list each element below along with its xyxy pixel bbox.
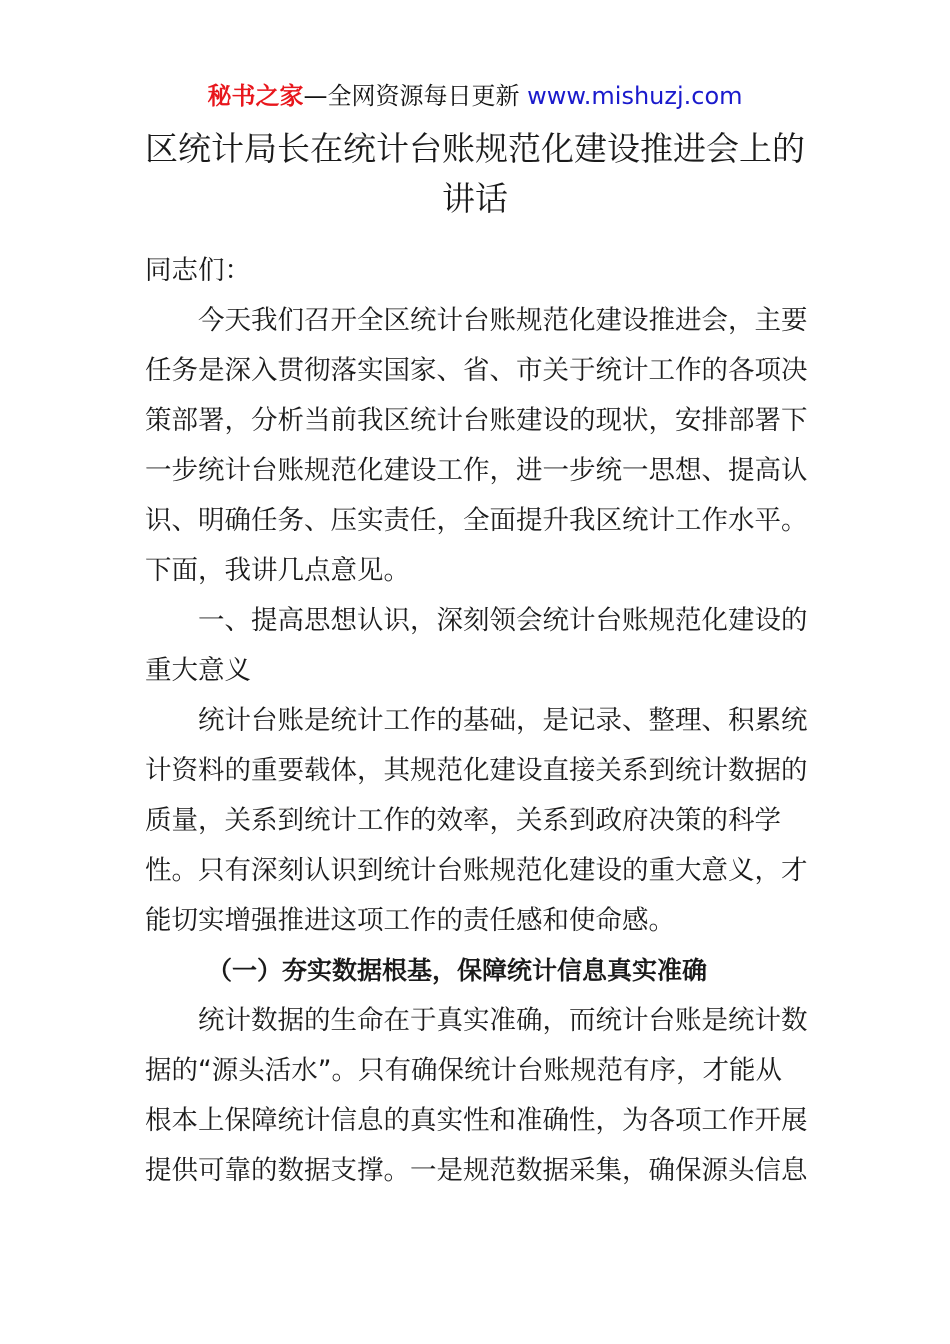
text-line: 根本上保障统计信息的真实性和准确性，为各项工作开展 xyxy=(145,1105,808,1136)
text-line: 质量，关系到统计工作的效率，关系到政府决策的科学 xyxy=(145,805,781,836)
title-line: 讲话 xyxy=(442,179,508,218)
subsection-heading: （一）夯实数据根基，保障统计信息真实准确 xyxy=(207,956,708,985)
paragraph-data-accuracy xyxy=(145,996,810,1196)
text-line: 识、明确任务、压实责任，全面提升我区统计工作水平。 xyxy=(145,505,808,536)
text-line: 据的“源头活水”。只有确保统计台账规范有序，才能从 xyxy=(145,1055,782,1086)
paragraph-significance xyxy=(145,696,810,946)
text-line: 策部署，分析当前我区统计台账建设的现状，安排部署下 xyxy=(145,405,808,436)
text-line: 提供可靠的数据支撑。一是规范数据采集，确保源头信息 xyxy=(145,1155,808,1186)
text-line: 一步统计台账规范化建设工作，进一步统一思想、提高认 xyxy=(145,455,808,486)
text-line: 性。只有深刻认识到统计台账规范化建设的重大意义，才 xyxy=(145,855,808,886)
section-heading xyxy=(145,596,810,696)
text-line: 下面，我讲几点意见。 xyxy=(145,555,410,586)
document-title xyxy=(0,124,950,224)
text-line: 计资料的重要载体，其规范化建设直接关系到统计数据的 xyxy=(145,755,808,786)
text-line: 统计数据的生命在于真实准确，而统计台账是统计数 xyxy=(198,1005,808,1036)
title-line: 区统计局长在统计台账规范化建设推进会上的 xyxy=(145,129,805,168)
text-line: 能切实增强推进这项工作的责任感和使命感。 xyxy=(145,905,675,936)
brand-name: 秘书之家 xyxy=(207,82,304,110)
text-line: 统计台账是统计工作的基础，是记录、整理、积累统 xyxy=(198,705,808,736)
text-line: 任务是深入贯彻落实国家、省、市关于统计工作的各项决 xyxy=(145,355,808,386)
page-header xyxy=(0,80,950,112)
site-url[interactable]: www.mishuzj.com xyxy=(527,82,743,110)
greeting: 同志们： xyxy=(145,255,251,286)
text-line: 今天我们召开全区统计台账规范化建设推进会，主要 xyxy=(198,305,808,336)
document-body xyxy=(145,246,810,1196)
paragraph-intro xyxy=(145,296,810,596)
header-tagline: —全网资源每日更新 xyxy=(303,82,520,110)
text-line: 一、提高思想认识，深刻领会统计台账规范化建设的 xyxy=(198,605,808,636)
text-line: 重大意义 xyxy=(145,655,251,686)
